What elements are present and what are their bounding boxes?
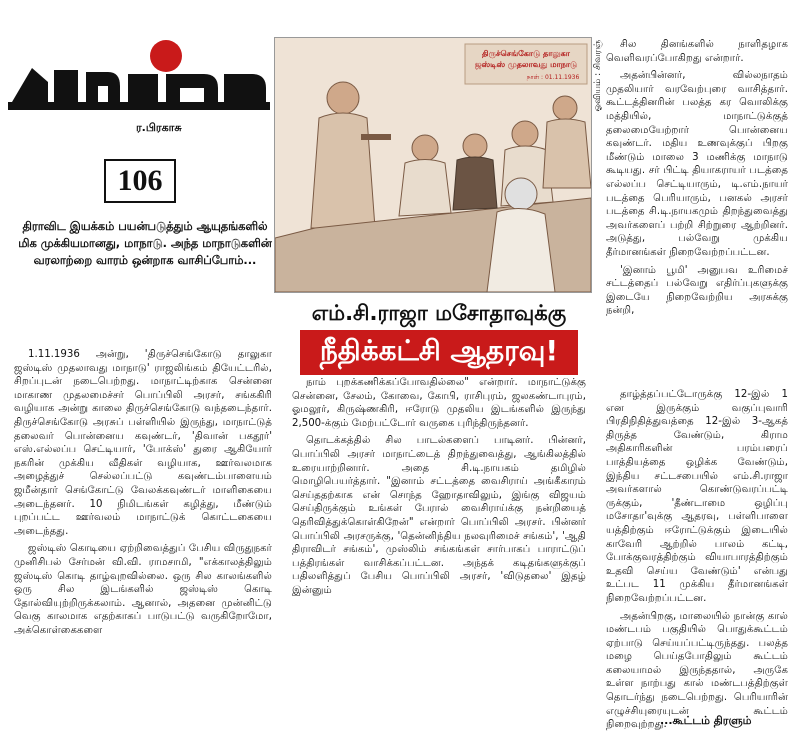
paragraph: நாம் புறக்கணிக்கப்போவதில்லை" என்றார். மாநாட்டுக்கு சென்னை, சேலம், கோவை, கோபி, ராசிபுரம், ஜலகண்டாபுரம், ஓமலூர், கிருஷ்ணகிரி, ஈரோடு முதலிய இடங்களில் இருந்து 2,500-க்கும் மேற்பட்டோர் வருகை புரிந்திருந்தனர். [292,377,586,429]
paragraph: அதன்பின்னர், வில்லநாதம் முதலியார் வரவேற்புரை வாசித்தார். கூட்டத்தினரின் பலத்த கர வொலிக்கு மத்தியில், மாநாட்டுக்குத் தலைமையேற்றார் பொன்னைய கவுண்டர். மதிய உணவுக்குப் பிறகு மீண்டும் மாலை 3 மணிக்கு மாநாடு கூடியது. சர் பிட்டி தியாகராயர் படத்தை எல்லப்ப செட்டியாரும், டி.எம்.நாயர் படத்தை பெரியாரும், பனகல் அரசர் படத்தை சி.டி.நாயகமும் திறந்துவைத்து அவர்களைப் பற்றி சிற்றுரை ஆற்றினர். அடுத்து, பல்வேறு முக்கிய தீர்மானங்கள் நிறைவேற்றப்பட்டன. [606,70,788,258]
illustration-credit: ஓவியம் : சிவரஞ் [593,40,603,112]
paragraph: ஜஸ்டிஸ் கொடியை ஏற்றிவைத்துப் பேசிய விருதுநகர் முனிசிபல் சேர்மன் வி.வி. ராமசாமி, "எக்காலத்திலும் ஜஸ்டிஸ் கொடி தாழ்வுறவில்லை. ஒரு சில காலங்களில் ஒரு சில இடங்களில் ஜஸ்டிஸ் கொடி தோல்வியுற்றிருக்கலாம். ஆனால், அதனை முன்னிட்டு வெகு காலமாக எதற்காகப் பாடுபட்டு வருகிறோமோ, அக்கொள்கைகளை [14,543,272,636]
maanadu-logo-icon [8,30,270,114]
paragraph: 'இனாம் பூமி' அனுபவ உரிமைச் சட்டத்தைப் பல்வேறு எதிர்ப்புகளுக்கு இடையே நிறைவேற்றிய அரசுக்கு நன்றி, [606,264,788,317]
article-column-1 [14,348,272,637]
paragraph: தாழ்த்தப்பட்டோருக்கு 12-இல் 1 என இருக்கும் வகுப்புவாரி பிரதிநிதித்துவத்தை 12-இல் 3-ஆகத் திருத்த வேண்டும், கிராம அதிகாரிகளின் பரம்பரைப் பாத்தியத்தை ஒழிக்க வேண்டும், இந்திய சட்டசபையில் எம்.சி.ராஜா அவர்களால் கொண்டுவரப்பட்டி ருக்கும், 'தீண்டாமை ஒழிப்பு மசோதா'வுக்கு ஆதரவு, பள்ளிபாளை யத்திற்கும் ஈரோட்டுக்கும் இடையில் காவேரி ஆற்றில் பாலம் கட்டி, போக்குவரத்திற்கும் வியாபாரத்திற்கும் உதவி செய்ய வேண்டும்' என்பது உட்பட 11 முக்கிய தீர்மானங்கள் நிறைவேற்றப்பட்டன. [606,389,788,604]
episode-badge [96,155,180,205]
article-column-2 [292,376,586,598]
banner-line2: ஜஸ்டிஸ் முதலாவது மாநாடு [474,60,578,69]
banner-date: நாள் : 01.11.1936 [526,74,580,81]
article-column-3 [606,38,788,318]
continued-note: ...கூட்டம் திரளும் [660,714,752,727]
paragraph: சில தினங்களில் நாளிதழாக வெளிவரப்போகிறது என்றார். [606,39,788,64]
headline-line2: நீதிக்கட்சி ஆதரவு! [319,334,559,367]
paragraph: 1.11.1936 அன்று, 'திருச்செங்கோடு தாலுகா ஜஸ்டிஸ் முதலாவது மாநாடு' ராஜலிங்கம் தியேட்டரில், சிறப்புடன் நடைபெற்றது. மாநாட்டிற்காக சென்னை மாகாண முதலமைச்சர் பொப்பிலி அரசர், சங்ககிரி வழியாக அன்று காலை திருச்செங்கோடு வந்தடைந்தார். திருச்செங்கோடு அரசுப் பள்ளியில் இருந்து, மாநாட்டுத் தலைவர் பொன்னைய கவுண்டர், 'திவான் பகதூர்' எஸ்.எல்லப்ப செட்டியார், 'போக்ஸ்' துரை ஆகியோர் நகரின் முக்கிய வீதிகள் வழியாக, ஊர்வலமாக அழைத்துச் செல்லப்பட்டு கவுண்டம்பாளையம் ஜமீன்தார் செங்கோட்டு வேலக்கவுண்டர் மாளிகையை அடைந்தனர். 10 நிமிடங்கள் கழித்து, மீண்டும் புறப்பட்ட ஊர்வலம் மாநாட்டுக் கொட்டகையை அடைந்தது. [14,349,272,537]
paragraph: தொடக்கத்தில் சில பாடல்களைப் பாடினர். பின்னர், பொப்பிலி அரசர் மாநாட்டைத் திறந்துவைத்து, ஆங்கிலத்தில் உரையாற்றினார். அதை சி.டி.நாயகம் தமிழில் மொழிபெயர்த்தார். "இனாம் சட்டத்தை வைசிராய் அங்கீகாரம் செய்ததற்காக என் சொந்த ஹோதாவிலும், இங்கு விஜயம் செய்திருக்கும் உங்கள் பேரால் வைசிராய்க்கு நன்றியைத் தெரிவித்துக்கொள்கிறேன்" என்றார் பொப்பிலி அரசர். பின்னர் பொப்பிலி அரசருக்கு, 'தென்னிந்திய நலவுரிமைச் சங்கம்', 'ஆதி திராவிடர் சங்கம்', முஸ்லிம் சங்கங்கள் சார்பாகப் பாராட்டுப் பத்திரங்கள் வாசிக்கப்பட்டன. அந்தக் கடிதங்களுக்குப் பதிலளித்துப் பேசிய பொப்பிலி அரசர், 'விடுதலை' இதழ் இன்னும் [292,435,586,596]
banner-line1: திருச்செங்கோடு தாலுகா [482,49,570,58]
byline: ர.பிரகாசு [136,121,182,134]
paragraph: அதன்பிறகு, மாலையில் நான்கு கால் மண்டபம் பகுதியில் பொதுக்கூட்டம் ஏற்பாடு செய்யப்பட்டிருந்தது. பலத்த மழை பெய்தபோதிலும் கூட்டம் கலையாமல் இருந்ததால், அருகே உள்ள நாற்பது கால் மண்டபத்திற்குள் தொடர்ந்து நடைபெற்றது. பெரியாரின் எழுச்சியுரையுடன் கூட்டம் நிறைவுற்றது. [606,610,788,731]
illustration [274,37,592,293]
masthead-logo [8,30,270,114]
headline-line1: எம்.சி.ராஜா மசோதாவுக்கு [311,301,567,325]
episode-number: 106 [104,159,176,203]
headline-banner [300,330,578,375]
intro-text: திராவிட இயக்கம் பயன்படுத்தும் ஆயுதங்களில் மிக முக்கியமானது, மாநாடு. அந்த மாநாடுகளின் வரலாற்றை வாரம் ஒன்றாக வாசிப்போம்... [18,219,272,267]
conference-illustration-icon [275,38,591,292]
article-column-3-lower [606,388,788,732]
